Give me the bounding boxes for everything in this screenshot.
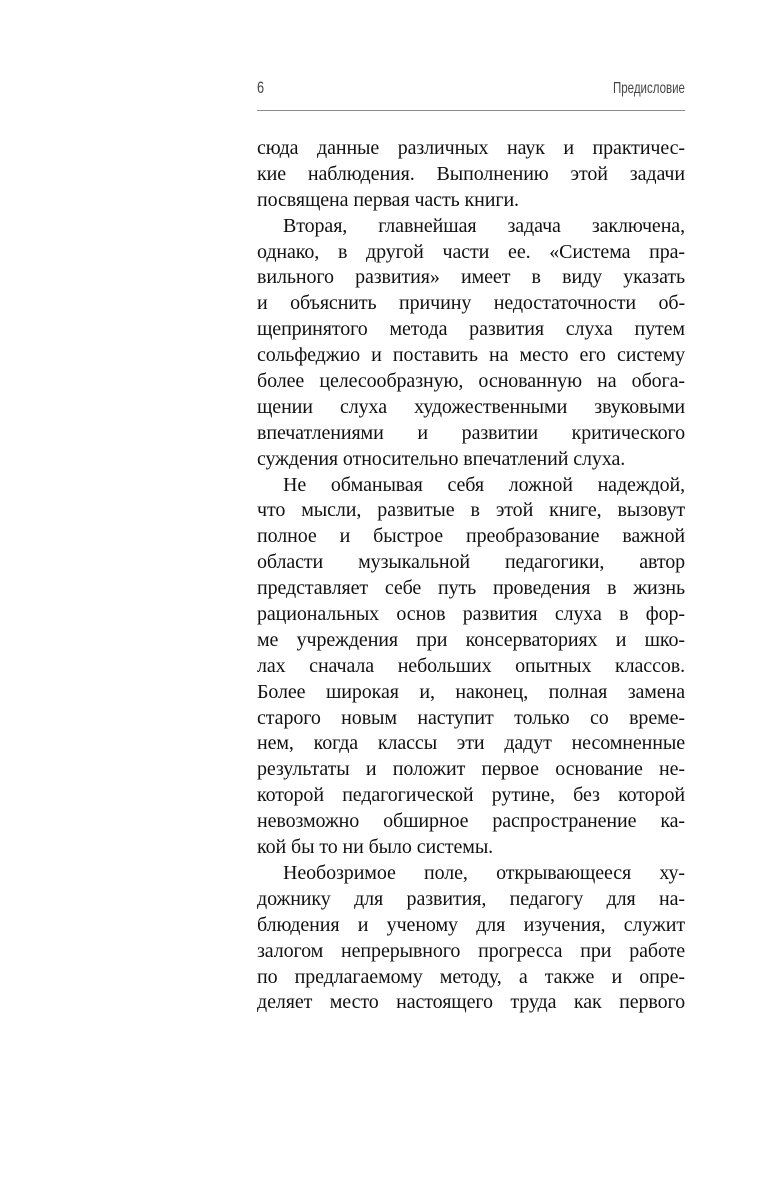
page-number: 6 <box>257 78 265 97</box>
text-line: блюдения и ученому для изучения, служит <box>257 913 685 936</box>
text-line: кой бы то ни было системы. <box>257 836 494 859</box>
text-line: более целесообразную, основанную на обога- <box>257 370 685 393</box>
text-line: ме учреждения при консерваториях и шко- <box>257 628 685 651</box>
paragraph-1 <box>257 136 685 214</box>
text-line: Более широкая и, наконец, полная замена <box>257 680 685 703</box>
text-line: результаты и положит первое основание не- <box>257 758 685 781</box>
paragraph-3 <box>257 473 685 861</box>
text-line: области музыкальной педагогики, автор <box>257 551 685 574</box>
text-line: представляет себе путь проведения в жизнь <box>257 577 685 600</box>
text-line: старого новым наступит только со време- <box>257 706 685 729</box>
text-body <box>257 136 685 1016</box>
text-line: однако, в другой части ее. «Система пра- <box>257 240 685 263</box>
text-line: залогом непрерывного прогресса при работе <box>257 939 685 962</box>
text-line: полное и быстрое преобразование важной <box>257 525 685 548</box>
section-title: Предисловие <box>613 80 685 97</box>
text-line: лах сначала небольших опытных классов. <box>257 654 685 677</box>
text-line: что мысли, развитые в этой книге, вызовут <box>257 499 685 522</box>
text-line: Вторая, главнейшая задача заключена, <box>283 214 685 237</box>
text-line: щении слуха художественными звуковыми <box>257 395 685 418</box>
text-line: рациональных основ развития слуха в фор- <box>257 603 685 626</box>
text-line: которой педагогической рутине, без которой <box>257 784 685 807</box>
text-line: по предлагаемому методу, а также и опре- <box>257 965 685 988</box>
text-line: сольфеджио и поставить на место его систему <box>257 344 685 367</box>
text-line: невозможно обширное распространение ка- <box>257 810 685 833</box>
text-line: нем, когда классы эти дадут несомненные <box>257 732 685 755</box>
text-line: впечатлениями и развитии критического <box>257 421 685 444</box>
text-line: посвящена первая часть книги. <box>257 188 519 211</box>
header-rule <box>257 110 685 111</box>
text-line: и объяснить причину недостаточности об- <box>257 292 685 315</box>
text-line: дожнику для развития, педагогу для на- <box>257 887 685 910</box>
text-line: Не обманывая себя ложной надеждой, <box>283 473 685 496</box>
text-line: сюда данные различных наук и практичес- <box>257 137 685 159</box>
paragraph-2 <box>257 214 685 473</box>
text-line: щепринятого метода развития слуха путем <box>257 318 685 341</box>
text-line: вильного развития» имеет в виду указать <box>257 266 685 289</box>
text-line: деляет место настоящего труда как первого <box>257 991 685 1014</box>
text-line: Необозримое поле, открывающееся ху- <box>283 861 685 884</box>
running-head <box>257 78 685 104</box>
text-line: суждения относительно впечатлений слуха. <box>257 447 626 470</box>
paragraph-4 <box>257 861 685 1016</box>
text-line: кие наблюдения. Выполнению этой задачи <box>257 162 685 185</box>
